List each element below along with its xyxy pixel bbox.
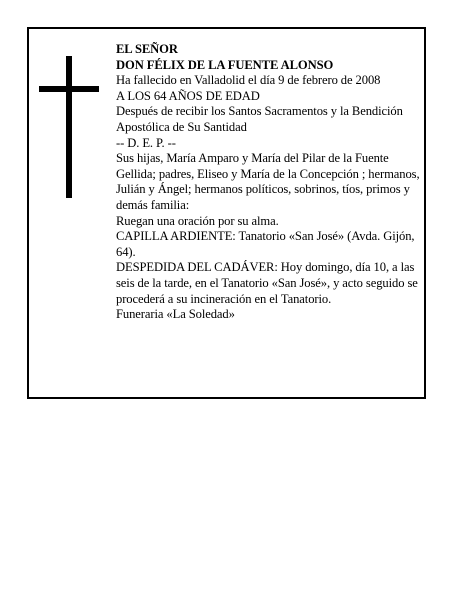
deceased-name: DON FÉLIX DE LA FUENTE ALONSO bbox=[116, 57, 334, 72]
family-list: Sus hijas, María Amparo y María del Pilar de la Fuente Gellida; padres, Eliseo y María de la Concepción ; hermanos, Julián y Ángel; hermanos políticos, sobrinos, tíos, primos y demás familia: bbox=[116, 151, 420, 212]
farewell-info: DESPEDIDA DEL CADÁVER: Hoy domingo, día 10, a las seis de la tarde, en el Tanatorio «San José», y acto seguido se procederá a su incineración en el Tanatorio. bbox=[116, 260, 418, 306]
rip-line: -- D. E. P. -- bbox=[116, 135, 176, 150]
death-statement: Ha fallecido en Valladolid el día 9 de febrero de 2008 bbox=[116, 73, 381, 88]
cross-icon bbox=[39, 56, 99, 198]
obituary-notice bbox=[27, 27, 426, 399]
obituary-text bbox=[116, 42, 422, 323]
sacraments-statement: Después de recibir los Santos Sacramentos y la Bendición Apostólica de Su Santidad bbox=[116, 104, 403, 134]
cross-vertical-bar bbox=[66, 56, 72, 198]
cross-horizontal-bar bbox=[39, 86, 99, 92]
notice-heading: EL SEÑOR bbox=[116, 42, 178, 56]
age-statement: A LOS 64 AÑOS DE EDAD bbox=[116, 88, 260, 103]
funeral-home: Funeraria «La Soledad» bbox=[116, 307, 235, 322]
prayer-request: Ruegan una oración por su alma. bbox=[116, 213, 279, 228]
chapel-info: CAPILLA ARDIENTE: Tanatorio «San José» (Avda. Gijón, 64). bbox=[116, 229, 415, 259]
